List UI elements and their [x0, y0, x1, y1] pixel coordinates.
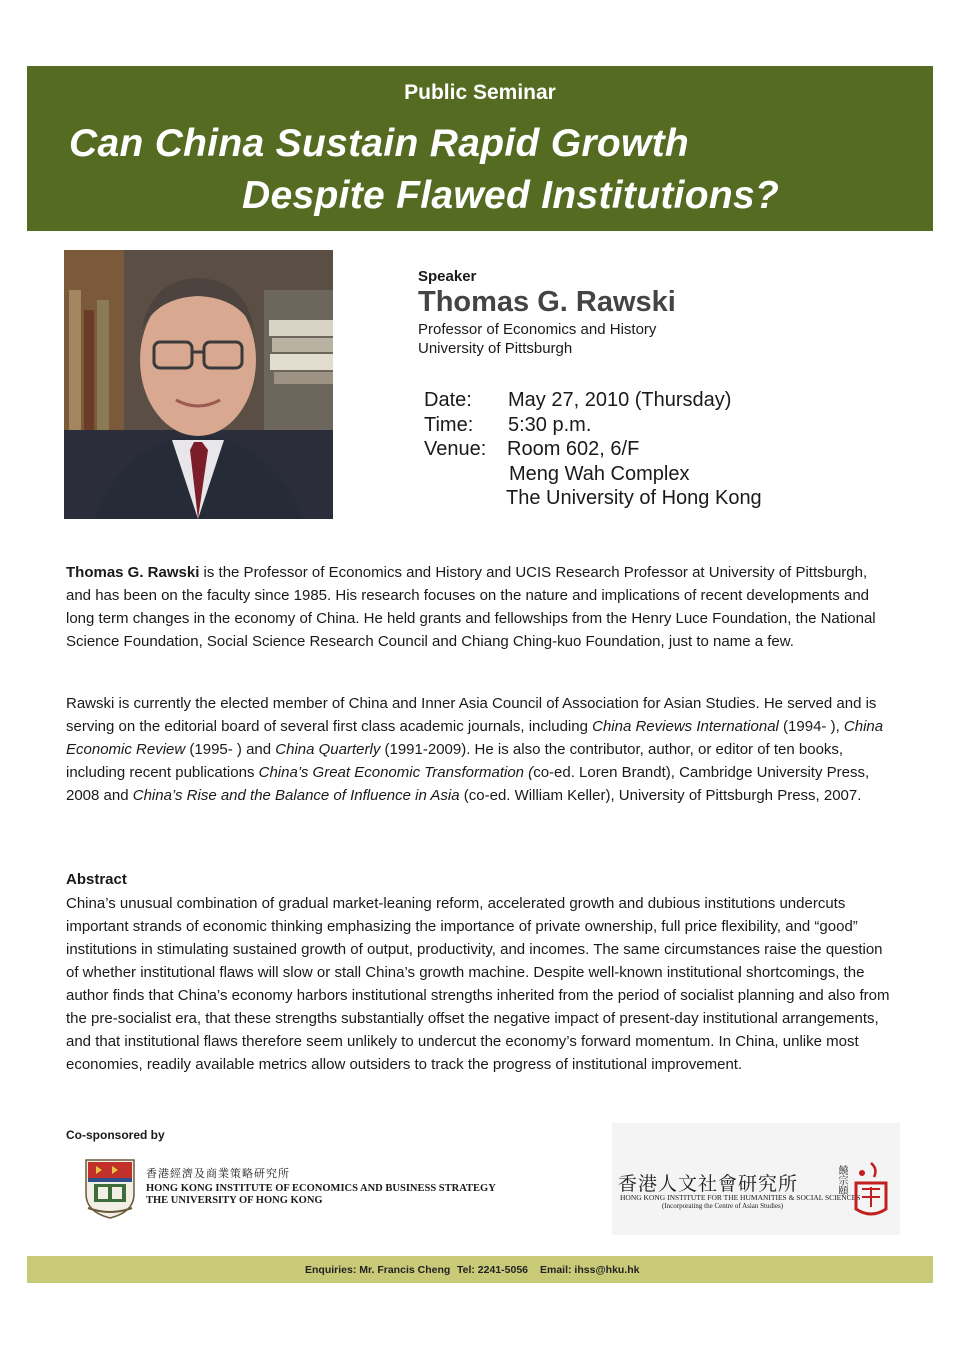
time-label: Time:: [424, 413, 474, 436]
hkieba-chinese-name: 香港經濟及商業策略研究所: [146, 1167, 290, 1180]
enquiries-tel: Tel: 2241-5056: [457, 1264, 529, 1276]
title-banner: [27, 66, 933, 231]
bio-text-2c: (1995- ) and: [185, 741, 276, 758]
abstract-heading: Abstract: [66, 871, 127, 888]
speaker-title: [418, 320, 656, 358]
speaker-name: Thomas G. Rawski: [418, 286, 676, 318]
bio-name: Thomas G. Rawski: [66, 564, 200, 581]
abstract-text: China’s unusual combination of gradual market-leaning reform, accelerated growth and dubious institutions undercuts important strands of economic thinking emphasizing the importance of private ownership, full price flexibility, and “good” institutions in stimulating sustained growth of output, productivity, and incomes. The same circumstances raise the question of whether institutional flaws will slow or stall China’s growth machine. Despite well-known institutional shortcomings, the author finds that China’s economy harbors institutional strengths inherited from the period of socialist planning and also from the pre-socialist era, that these strengths substantially offset the negative impact of present-day institutional arrangements, and that institutional flaws therefore seem unlikely to undercut the economy’s forward momentum. In China, unlike most economies, readily available metrics allow outsiders to track the progress of institutional improvement.: [66, 895, 890, 1073]
venue-label: Venue:: [424, 438, 487, 460]
hkihss-logo: [612, 1123, 900, 1235]
enquiries-footer: [27, 1256, 933, 1283]
cosponsor-label: Co-sponsored by: [66, 1128, 165, 1142]
hkihss-chinese-name: 香港人文社會研究所: [618, 1173, 799, 1195]
bio-text-2a: Rawski is currently the elected member of China and Inner Asia Council of Association for Asian Studies. He served and is serving on the editorial board of several first class academic journals, including: [66, 695, 877, 735]
bio-text-2f: (co-ed. William Keller), University of Pittsburgh Press, 2007.: [459, 787, 862, 804]
time-value: 5:30 p.m.: [508, 413, 592, 436]
enquiries-contact: Enquiries: Mr. Francis Cheng: [305, 1264, 451, 1276]
bio-paragraph-1: [66, 561, 896, 653]
date-value: May 27, 2010 (Thursday): [508, 389, 732, 411]
bio-text-2b: (1994- ),: [778, 718, 844, 735]
speaker-label: Speaker: [418, 268, 477, 285]
seminar-title-line1: Can China Sustain Rapid Growth: [69, 122, 690, 165]
bio-text-2d: (1991-2009). He is also the contributor, author, or editor of ten books, including recent publications: [66, 741, 844, 781]
hkihss-subtitle: (Incorporating the Centre of Asian Studies): [662, 1202, 784, 1210]
venue-line1: Room 602, 6/F: [507, 438, 640, 460]
hkihss-calligraphy-signature: 饒宗頤: [836, 1165, 847, 1195]
book-2: China’s Rise and the Balance of Influence in Asia: [132, 787, 460, 804]
seminar-kicker: Public Seminar: [404, 81, 556, 104]
bio-text-2e: co-ed. Loren Brandt), Cambridge University Press, 2008 and: [66, 764, 870, 804]
speaker-affiliation: University of Pittsburgh: [418, 340, 573, 357]
red-seal-icon: [848, 1159, 894, 1221]
journal-2: China Economic Review: [66, 718, 884, 758]
date-label: Date:: [424, 389, 472, 411]
speaker-photo: [64, 250, 333, 519]
hkieba-university: THE UNIVERSITY OF HONG KONG: [146, 1195, 323, 1206]
bio-paragraph-2: [66, 692, 896, 807]
journal-1: China Reviews International: [592, 718, 779, 735]
seminar-title-line2: Despite Flawed Institutions?: [242, 174, 780, 217]
hku-crest-icon: [84, 1158, 136, 1220]
speaker-portrait-illustration: [64, 250, 333, 519]
enquiries-email: Email: ihss@hku.hk: [540, 1264, 640, 1276]
journal-3: China Quarterly: [275, 741, 381, 758]
hkihss-english-name: HONG KONG INSTITUTE FOR THE HUMANITIES & SOCIAL SCIENCES: [620, 1193, 861, 1202]
book-1: China’s Great Economic Transformation (: [258, 764, 534, 781]
venue-line3: The University of Hong Kong: [506, 487, 762, 509]
hkieba-english-name: HONG KONG INSTITUTE OF ECONOMICS AND BUSINESS STRATEGY: [146, 1183, 496, 1194]
bio-text-1: is the Professor of Economics and History and UCIS Research Professor at University of Pittsburgh, and has been on the faculty since 1985. His research focuses on the nature and implications of recent developments and long term changes in the economy of China. He held grants and fellowships from the Henry Luce Foundation, the National Science Foundation, Social Science Research Council and Chiang Ching-kuo Foundation, just to name a few.: [66, 564, 876, 650]
venue-line2: Meng Wah Complex: [509, 462, 690, 485]
speaker-position: Professor of Economics and History: [418, 321, 657, 338]
